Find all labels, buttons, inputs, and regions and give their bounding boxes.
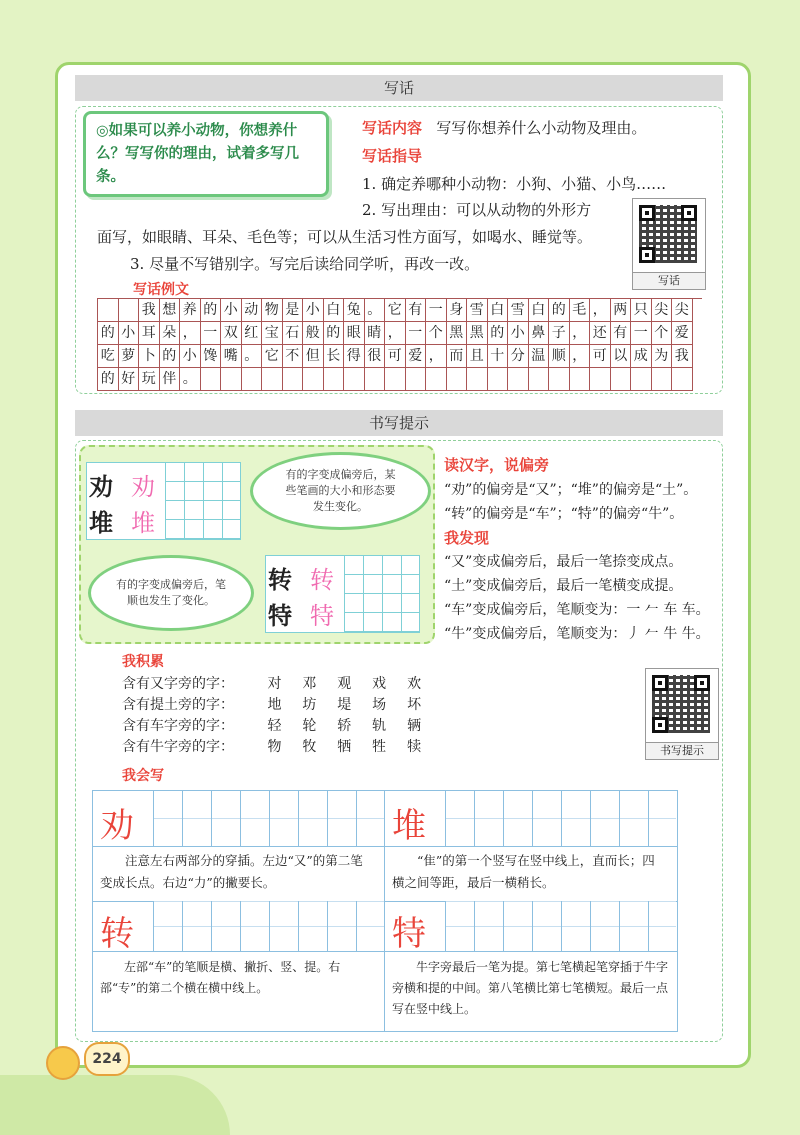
char-pink: 堆 (131, 509, 155, 537)
grid-cell: 十 (488, 345, 509, 368)
grid-cell (529, 368, 550, 391)
section-title-handwriting: 书写提示 (75, 410, 723, 436)
grid-cell: 很 (365, 345, 386, 368)
example-grid-row (97, 368, 693, 391)
corner-decoration (0, 1075, 230, 1135)
char-black: 特 (268, 601, 292, 630)
grid-cell: 可 (385, 345, 406, 368)
grid-cell: 我 (672, 345, 693, 368)
grid-cell: ， (426, 345, 447, 368)
grid-cell: 个 (652, 322, 673, 345)
grid-cell (570, 368, 591, 391)
example-label: 写话例文 (133, 282, 189, 298)
grid-cell: 可 (590, 345, 611, 368)
grid-cell: 兔 (344, 299, 365, 322)
write-note-2: “隹”的第一个竖写在竖中线上，直而长；四横之间等距，最后一横稍长。 (392, 853, 655, 890)
read-1: “劝”的偏旁是“又”；“堆”的偏旁是“土”。 (444, 482, 698, 498)
grid-cell (652, 368, 673, 391)
discover-2: “土”变成偏旁后，最后一笔横变成提。 (444, 578, 683, 594)
grid-cell: 不 (283, 345, 304, 368)
write-label: 我会写 (122, 768, 164, 784)
grid-cell: 有 (611, 322, 632, 345)
accumulate-char: 戏 (372, 676, 387, 692)
accumulate-row (122, 716, 442, 737)
accumulate-char: 对 (267, 676, 282, 692)
discover-4: “牛”变成偏旁后，笔顺变为：丿 𠂉 牛 牛。 (444, 626, 710, 642)
grid-cell (242, 368, 263, 391)
char-pink: 劝 (131, 473, 155, 501)
accumulate-char: 轮 (302, 718, 317, 734)
grid-cell: 我 (139, 299, 160, 322)
grid-cell: 白 (488, 299, 509, 322)
grid-cell: 卜 (139, 345, 160, 368)
grid-cell: 玩 (139, 368, 160, 391)
grid-cell: 一 (201, 322, 222, 345)
grid-cell: 得 (344, 345, 365, 368)
divider (93, 951, 677, 952)
grid-cell: ， (570, 345, 591, 368)
grid-cell: 两 (611, 299, 632, 322)
grid-cell (508, 368, 529, 391)
grid-cell (631, 368, 652, 391)
qr-eye (652, 717, 668, 733)
practice-cells (445, 791, 676, 846)
accumulate-char: 轨 (372, 718, 387, 734)
grid-cell: 只 (631, 299, 652, 322)
grid-cell: 好 (119, 368, 140, 391)
grid-cell: 还 (590, 322, 611, 345)
tip-bubble-2 (88, 555, 254, 631)
accumulate-list (122, 674, 442, 758)
grid-cell: 雪 (467, 299, 488, 322)
grid-cell: 子 (549, 322, 570, 345)
example-grid (97, 298, 702, 391)
grid-cell: 毛 (570, 299, 591, 322)
divider (93, 846, 677, 847)
accumulate-row-label: 含有又字旁的字： (122, 676, 234, 692)
practice-cells (445, 901, 676, 951)
grid-cell: 尖 (652, 299, 673, 322)
write-char-4: 特 (392, 914, 426, 954)
accumulate-char: 牺 (337, 739, 352, 755)
accumulate-char: 犊 (407, 739, 422, 755)
grid-cell: 以 (611, 345, 632, 368)
accumulate-label: 我积累 (122, 654, 164, 670)
discover-1: “又”变成偏旁后，最后一笔捺变成点。 (444, 554, 683, 570)
char-grid-top (86, 462, 241, 540)
guide-3: 3. 尽量不写错别字。写完后读给同学听，再改一改。 (130, 255, 480, 273)
grid-cell: 爱 (406, 345, 427, 368)
qr-eye (681, 205, 697, 221)
accumulate-char: 物 (267, 739, 282, 755)
content-line (362, 116, 712, 140)
grid-cell (262, 368, 283, 391)
qr-label: 书写提示 (646, 742, 718, 759)
grid-cell (303, 368, 324, 391)
grid-cell (201, 368, 222, 391)
tip-bubble-1 (250, 452, 431, 530)
accumulate-char: 场 (372, 697, 387, 713)
grid-cell (467, 368, 488, 391)
content-text: 写写你想养什么小动物及理由。 (436, 119, 647, 137)
guide-1: 1. 确定养哪种小动物：小狗、小猫、小鸟…… (362, 175, 667, 193)
grid-cell: 爱 (672, 322, 693, 345)
grid-cell: 个 (426, 322, 447, 345)
qr-eye (639, 247, 655, 263)
example-grid-row (97, 299, 693, 322)
grid-cell: 的 (201, 299, 222, 322)
grid-cell: 想 (160, 299, 181, 322)
practice-cells (153, 901, 384, 951)
accumulate-row (122, 695, 442, 716)
grid-cell: 它 (385, 299, 406, 322)
grid-cell (406, 368, 427, 391)
grid-cell: 吃 (97, 345, 119, 368)
discover-label: 我发现 (444, 529, 490, 547)
content-label: 写话内容 (362, 119, 423, 137)
example-grid-row (97, 345, 693, 368)
grid-cell: 嘴 (221, 345, 242, 368)
write-char-3: 转 (100, 914, 134, 954)
read-2: “转”的偏旁是“车”；“特”的偏旁“牛”。 (444, 506, 684, 522)
qr-eye (694, 675, 710, 691)
qr-code-writing[interactable] (632, 198, 706, 290)
grid-cell (97, 299, 119, 322)
grid-cell (590, 368, 611, 391)
grid-cell: 为 (652, 345, 673, 368)
grid-cell (119, 299, 140, 322)
write-char-2: 堆 (392, 806, 426, 846)
grid-cell: 而 (447, 345, 468, 368)
grid-cell (324, 368, 345, 391)
grid-cell: 的 (97, 322, 119, 345)
grid-cell: 眼 (344, 322, 365, 345)
grid-cell: 一 (426, 299, 447, 322)
char-grid-bottom (265, 555, 420, 633)
grid-cell: 它 (262, 345, 283, 368)
grid-cell: 般 (303, 322, 324, 345)
grid-cell (365, 368, 386, 391)
grid-cell: 小 (303, 299, 324, 322)
grid-cell: 萝 (119, 345, 140, 368)
grid-cell: 朵 (160, 322, 181, 345)
grid-cell (549, 368, 570, 391)
grid-cell (426, 368, 447, 391)
grid-cell: 物 (262, 299, 283, 322)
grid-cell: 一 (406, 322, 427, 345)
char-pink: 特 (310, 602, 334, 630)
qr-label: 写话 (633, 272, 705, 289)
accumulate-char: 堤 (337, 697, 352, 713)
guide-label: 写话指导 (362, 147, 423, 165)
qr-eye (639, 205, 655, 221)
write-note-1: 注意左右两部分的穿插。左边“又”的第二笔变成长点。右边“力”的撇要长。 (100, 853, 363, 890)
sun-icon (46, 1046, 80, 1080)
grid-cell: 动 (242, 299, 263, 322)
prompt-box (83, 111, 329, 197)
grid-cell: 身 (447, 299, 468, 322)
grid-cell: 顺 (549, 345, 570, 368)
grid-cell: 双 (221, 322, 242, 345)
grid-cell: 小 (119, 322, 140, 345)
grid-cell: 鼻 (529, 322, 550, 345)
guide-2b: 面写，如眼睛、耳朵、毛色等；可以从生活习性方面写，如喝水、睡觉等。 (97, 228, 593, 246)
grid-cell: ， (180, 322, 201, 345)
grid-cell: 分 (508, 345, 529, 368)
grid-cell: 的 (160, 345, 181, 368)
grid-cell: 但 (303, 345, 324, 368)
grid-cell: 。 (180, 368, 201, 391)
grid-cell (344, 368, 365, 391)
grid-cell: 黑 (447, 322, 468, 345)
grid-cell: 白 (529, 299, 550, 322)
grid-cell: ， (385, 322, 406, 345)
grid-cell: 雪 (508, 299, 529, 322)
accumulate-char: 坏 (407, 697, 422, 713)
write-note-4: 牛字旁最后一笔为提。第七笔横起笔穿插于牛字旁横和提的中间。第八笔横比第七笔横短。最后一点写在竖中线上。 (392, 960, 669, 1016)
discover-3: “车”变成偏旁后，笔顺变为：一 𠂉 车 车。 (444, 602, 710, 618)
grid-cell: 温 (529, 345, 550, 368)
grid-cell: 且 (467, 345, 488, 368)
grid-cell: 养 (180, 299, 201, 322)
grid-cell: 尖 (672, 299, 693, 322)
grid-cell (447, 368, 468, 391)
grid-cell: 黑 (467, 322, 488, 345)
accumulate-row-label: 含有牛字旁的字： (122, 739, 234, 755)
grid-cell: 是 (283, 299, 304, 322)
accumulate-char: 欢 (407, 676, 422, 692)
practice-cells (153, 791, 384, 846)
example-grid-row (97, 322, 693, 345)
accumulate-char: 轻 (267, 718, 282, 734)
accumulate-char: 观 (337, 676, 352, 692)
grid-cell: 的 (549, 299, 570, 322)
practice-cells (344, 556, 419, 632)
accumulate-row (122, 737, 442, 758)
grid-cell: 睛 (365, 322, 386, 345)
qr-eye (652, 675, 668, 691)
accumulate-row (122, 674, 442, 695)
grid-cell (385, 368, 406, 391)
practice-cells (165, 463, 240, 539)
accumulate-char: 辆 (407, 718, 422, 734)
grid-cell (221, 368, 242, 391)
read-label: 读汉字，说偏旁 (444, 456, 550, 474)
accumulate-char: 牲 (372, 739, 387, 755)
write-note-3: 左部“车”的笔顺是横、撇折、竖、提。右部“专”的第二个横在横中线上。 (100, 960, 341, 995)
grid-cell: 馋 (201, 345, 222, 368)
divider (384, 791, 385, 1031)
grid-cell: 宝 (262, 322, 283, 345)
grid-cell: 小 (180, 345, 201, 368)
accumulate-char: 牧 (302, 739, 317, 755)
grid-cell: ， (570, 322, 591, 345)
char-pink: 转 (310, 566, 334, 594)
page-number: 224 (84, 1042, 130, 1076)
char-black: 堆 (89, 508, 113, 537)
grid-cell: 一 (631, 322, 652, 345)
grid-cell: 的 (488, 322, 509, 345)
guide-2a: 2. 写出理由：可以从动物的外形方 (362, 201, 592, 219)
grid-cell: 。 (365, 299, 386, 322)
grid-cell: 长 (324, 345, 345, 368)
grid-cell: 石 (283, 322, 304, 345)
grid-cell: ， (590, 299, 611, 322)
accumulate-char: 坊 (302, 697, 317, 713)
grid-cell: 红 (242, 322, 263, 345)
accumulate-row-label: 含有车字旁的字： (122, 718, 234, 734)
qr-code-handwriting[interactable] (645, 668, 719, 760)
grid-cell: 白 (324, 299, 345, 322)
grid-cell: 成 (631, 345, 652, 368)
grid-cell: 的 (97, 368, 119, 391)
grid-cell: 伴 (160, 368, 181, 391)
char-black: 劝 (89, 472, 113, 501)
grid-cell (611, 368, 632, 391)
grid-cell: 耳 (139, 322, 160, 345)
grid-cell: 小 (508, 322, 529, 345)
grid-cell: 的 (324, 322, 345, 345)
section-title-writing: 写话 (75, 75, 723, 101)
grid-cell: 。 (242, 345, 263, 368)
grid-cell: 有 (406, 299, 427, 322)
accumulate-char: 轿 (337, 718, 352, 734)
bubble-1-text: 有的字变成偏旁后，某些笔画的大小和形态要发生变化。 (285, 468, 396, 513)
grid-cell (283, 368, 304, 391)
accumulate-char: 地 (267, 697, 282, 713)
bubble-2-text: 有的字变成偏旁后，笔顺也发生了变化。 (116, 578, 226, 607)
accumulate-row-label: 含有提土旁的字： (122, 697, 234, 713)
char-black: 转 (268, 565, 292, 594)
grid-cell (672, 368, 693, 391)
prompt-text: ◎如果可以养小动物，你想养什么？写写你的理由，试着多写几条。 (96, 123, 299, 185)
accumulate-char: 邓 (302, 676, 317, 692)
write-char-1: 劝 (100, 806, 134, 846)
grid-cell: 小 (221, 299, 242, 322)
grid-cell (488, 368, 509, 391)
